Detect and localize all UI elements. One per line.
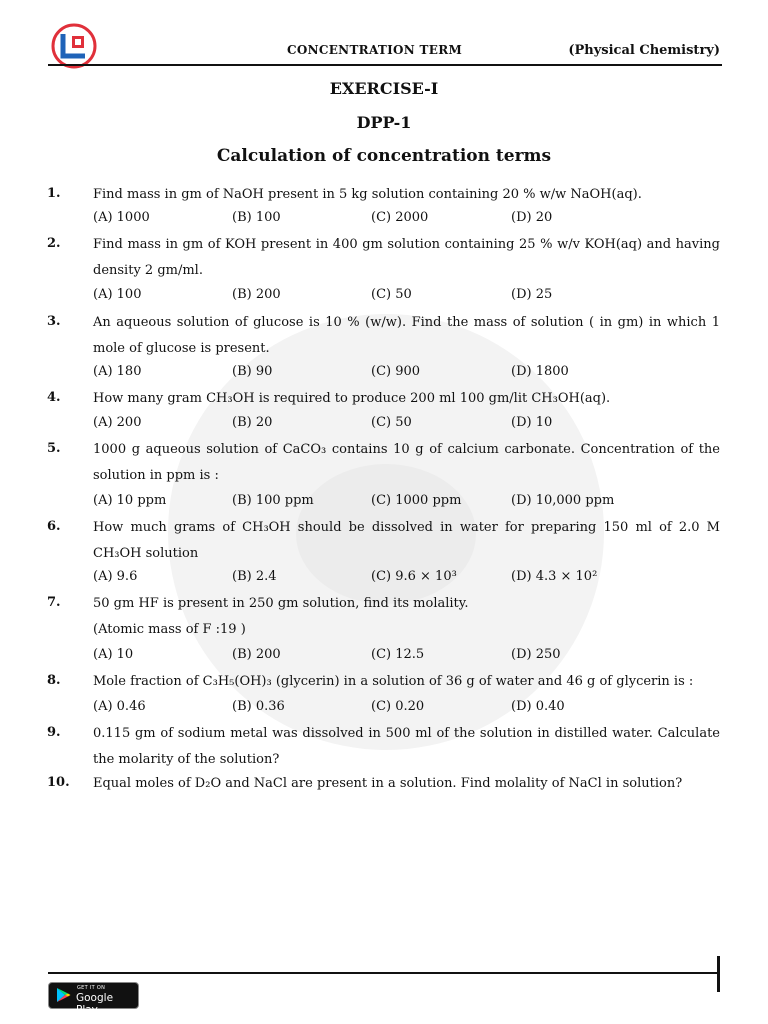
header-title: CONCENTRATION TERM: [287, 43, 463, 57]
question-note: (Atomic mass of F :19 ): [93, 622, 246, 637]
question-text: Find mass in gm of NaOH present in 5 kg solution containing 20 % w/w NaOH(aq).: [93, 187, 642, 202]
header-divider: [48, 64, 722, 66]
question-text: An aqueous solution of glucose is 10 % (w/w). Find the mass of solution ( in gm) in which 1 mole of glucose is present.: [93, 315, 720, 356]
option-b: (B) 200: [232, 647, 281, 662]
footer-corner-mark: [717, 956, 720, 992]
question-text: 50 gm HF is present in 250 gm solution, find its molality.: [93, 596, 469, 611]
question-text: Mole fraction of C₃H₅(OH)₃ (glycerin) in a solution of 36 g of water and 46 g of glycerin is :: [93, 674, 694, 689]
footer-divider: [48, 972, 720, 974]
publisher-logo-icon: [50, 22, 98, 70]
option-d: (D) 250: [511, 647, 561, 662]
option-c: (C) 9.6 × 10³: [371, 569, 457, 584]
option-a: (A) 10: [93, 647, 134, 662]
option-b: (B) 90: [232, 364, 273, 379]
option-b: (B) 100 ppm: [232, 493, 314, 508]
question-number: 6.: [47, 519, 61, 534]
exercise-title: EXERCISE-I: [329, 79, 439, 98]
question-number: 8.: [47, 673, 61, 688]
header-subject: (Physical Chemistry): [568, 43, 720, 58]
options-row: [0, 364, 768, 384]
options-row: [0, 699, 768, 719]
question-text: 0.115 gm of sodium metal was dissolved in 500 ml of the solution in distilled water. Calculate the molarity of the solution?: [93, 726, 720, 767]
question-number: 3.: [47, 314, 61, 329]
option-a: (A) 200: [93, 415, 142, 430]
option-b: (B) 2.4: [232, 569, 277, 584]
option-c: (C) 50: [371, 415, 412, 430]
options-row: [0, 287, 768, 307]
question-number: 9.: [47, 725, 61, 740]
option-b: (B) 20: [232, 415, 273, 430]
options-row: [0, 415, 768, 435]
question-text: How many gram CH₃OH is required to produce 200 ml 100 gm/lit CH₃OH(aq).: [93, 391, 611, 406]
badge-small-text: GET IT ON: [77, 985, 106, 991]
question-number: 7.: [47, 595, 61, 610]
options-row: [0, 569, 768, 589]
option-a: (A) 0.46: [93, 699, 146, 714]
option-a: (A) 100: [93, 287, 142, 302]
option-a: (A) 180: [93, 364, 142, 379]
option-a: (A) 1000: [93, 210, 150, 225]
question-number: 4.: [47, 390, 61, 405]
question-text: Find mass in gm of KOH present in 400 gm solution containing 25 % w/v KOH(aq) and having density 2 gm/ml.: [93, 237, 720, 278]
option-c: (C) 12.5: [371, 647, 425, 662]
option-d: (D) 25: [511, 287, 553, 302]
question-text: 1000 g aqueous solution of CaCO₃ contains 10 g of calcium carbonate. Concentration of the solution in ppm is :: [93, 442, 720, 483]
option-d: (D) 10,000 ppm: [511, 493, 615, 508]
question-number: 10.: [47, 775, 70, 790]
options-row: [0, 210, 768, 230]
option-c: (C) 50: [371, 287, 412, 302]
question-text: How much grams of CH₃OH should be dissolved in water for preparing 150 ml of 2.0 M CH₃OH solution: [93, 520, 720, 561]
google-play-badge[interactable]: [48, 982, 139, 1016]
option-c: (C) 0.20: [371, 699, 425, 714]
option-a: (A) 10 ppm: [93, 493, 167, 508]
option-c: (C) 2000: [371, 210, 429, 225]
question-text: Equal moles of D₂O and NaCl are present in a solution. Find molality of NaCl in solution?: [93, 776, 683, 791]
options-row: [0, 493, 768, 513]
option-c: (C) 1000 ppm: [371, 493, 462, 508]
question-number: 1.: [47, 186, 61, 201]
option-d: (D) 10: [511, 415, 553, 430]
option-b: (B) 0.36: [232, 699, 285, 714]
option-c: (C) 900: [371, 364, 421, 379]
option-a: (A) 9.6: [93, 569, 138, 584]
option-d: (D) 1800: [511, 364, 569, 379]
section-title: Calculation of concentration terms: [216, 146, 552, 166]
dpp-title: DPP-1: [356, 113, 412, 132]
option-d: (D) 20: [511, 210, 553, 225]
option-d: (D) 0.40: [511, 699, 565, 714]
option-b: (B) 200: [232, 287, 281, 302]
google-play-icon: [56, 987, 71, 1007]
option-d: (D) 4.3 × 10²: [511, 569, 598, 584]
option-b: (B) 100: [232, 210, 281, 225]
options-row: [0, 647, 768, 667]
question-number: 5.: [47, 441, 61, 456]
badge-store-name: Google Play: [76, 992, 114, 1016]
question-number: 2.: [47, 236, 61, 251]
